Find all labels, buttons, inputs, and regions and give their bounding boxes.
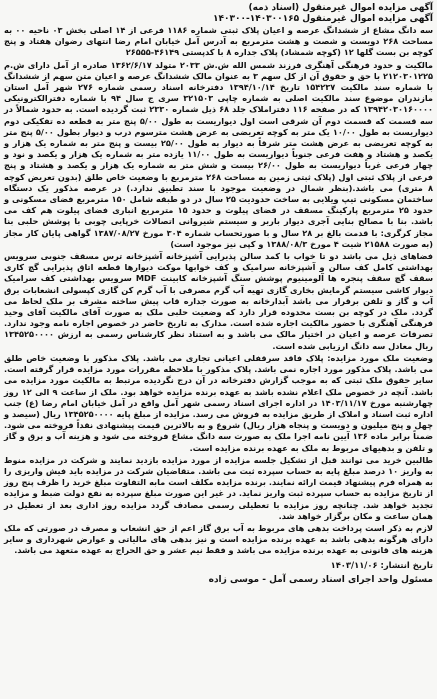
publish-date: تاریخ انتشار: ۱۴۰۳/۱۱/۰۶ bbox=[330, 559, 433, 570]
notice-body-2: فضاهای ذیل می باشد دو تا خواب با کمد سالن پذیرایی آشپزخانه آشپزخانه ترس مسقف جنوبی سرویس بهداشتی کامل کف سالن و آشپزخانه سرامیک و کف خوابها موکت دیوارها قطعه اتاق پذیرایی گچ کاری سقف گچ سقف پنجره ها آلومینیوم پوشش سنگ آشپزخانه کابینت MDF سرویس بهداشتی کف سرامیک دیوار کاشی سیستم گرمایش بخاری گازی تهیه آب گرم مصرفی با آب گرم کن گازی کپسولی انشعابات برق آب و گاز و تلفن برقرار می باشد آبدارخانه به صورت جداره قاب پیش ساخته مشرف بر ملک لحاظ می گردد. ملک در کوچه بن بست محدوده قرار دارد که وضعیت حلبی ملک به صورت آقای مالکیت آقای وحید فرهنگی آهنگری با حضور مالکیت اجاره شده است. مدارک به تاریخ حاضر در خصوص اجاره نامه وجود ندارد. تصرفات عرصه و اعیان در اختیار مالک می باشد و به استناد نظر کارشناس رسمی به ارزش ۱۳۴۵۲۵۰۰۰۰ ریال معادل سه دانگ ارزیابی شده است. bbox=[4, 251, 433, 351]
notice-body-5: لازم به ذکر است پرداخت بدهی های مربوط به آب برق گاز اعم از حق انشعاب و مصرف در صورتی که ملک دارای هرگونه بدهی باشد به عهده برنده مزایده است و نیز بدهی های مالیاتی و عوارض شهرداری و سایر هزینه های قانونی به عهده برنده مزایده می باشد و فقط نیم عشر و حق الحراج به عهده متعهد می باشد. bbox=[4, 522, 433, 556]
notice-body-4: طالبین خرید می توانند قبل از تشکیل جلسه مزایده از مورد مزایده بازدید نمایند و شرکت در مزایده منوط به واریز ۱۰ درصد مبلغ پایه به حساب سپرده ثبت می باشد. متقاضیان شرکت در مزایده باید فیش واریزی را به همراه فرم پیشنهاد قیمت ارائه نمایند. برنده مزایده مکلف است مابه التفاوت مبلغ خرید را ظرف پنج روز از تاریخ مزایده به حساب سپرده ثبت واریز نماید. در غیر این صورت مبلغ سپرده به نفع دولت ضبط و مزایده تجدید خواهد شد. چنانچه روز مزایده با تعطیلی رسمی مصادف گردد مزایده روز اداری بعد از تعطیل در همان ساعت و مکان برگزار خواهد شد. bbox=[4, 454, 433, 521]
notice-title-1: آگهی مزایده اموال غیرمنقول (اسناد ذمه) bbox=[248, 3, 433, 13]
notice-intro: سه دانگ مشاع از ششدانگ عرصه و اعیان پلاک ثبتی شماره ۱۱۸۶ فرعی از ۱۴ اصلی بخش ۰۳ ناحیه ۰۰ به مساحت ۲۶۸ دویست و شصت و هشت مترمربع به آدرس آمل خیابان امام رضا انتهای رضوان هفتاد و پنج کوچه بن بست گلها ۱۲ (کوچه شمشاد) پلاک جداره ۸ با کدپستی ۴۶۱۴۹-۲۶۵۵۵ bbox=[4, 25, 434, 58]
notice-title-2: آگهی مزایده اموال غیرمنقول ۱۴۰۳۰۰۱۶۵-۱۴۰۳۰۰ bbox=[212, 14, 433, 24]
notice-body-1: مالکیت و حدود فرهنگی آهنگری فرزند شمس الله ش.ش ۲۰۳۳ متولد ۱۳۶۲/۶/۱۷ صادره از آمل دارای ش.م ۲۱۲۰۳۰۱۲۲۵ با حق و حقوق آن از کل سهم ۳ به عنوان مالک ششدانگ عرصه و اعیان متن سهم از ششدانگ با شماره سند مالکیت ۱۵۴۲۳۷ تاریخ ۱۳۹۴/۱۰/۱۴ دفترخانه اسناد رسمی شماره ۲۷۶ شهر آمل استان مازندران موضوع سند مالکیت اصلی به شماره چاپی ۳۲۱۵۰۳ سری ج سال ۹۴ با شماره دفترالکترونیکی ۱۳۹۴۲۰۳۰۱۶۰۰۰۰ که در صفحه ۱۱۶ دفتراملاک جلد ۶۸ ذیل شماره ۲۳۳۰ ثبت گردیده است. به حدود شمالاً در سه قسمت که قسمت دوم آن شرقی است اول دیواریست به طول ۵/۰۰ پنج متر به قطعه ده تفکیکی دوم دیواریست به طول ۱۰/۰۰ یک متر به کوچه تعریضی به عرض هشت مترسوم درب و دیوار بطول ۵/۰۰ پنج متر به کوچه تعریضی به عرض هشت متر شرقاً به دیوار به طول ۲۵/۰۰ بیست و پنج متر به شماره یک هزار و یکصد و هشتاد و هفت فرعی جنوباً دیواریست به طول ۱۱/۰۰ یازده متر به شماره یک هزار و یکصد و نود و چهار فرعی غرباً دیواریست به طول ۲۶/۰۰ بیست و شش متر به شماره یک هزار و یکصد و هشتاد و پنج فرعی از پلاک ثبتی اول (پلاک ثبتی زمین به مساحت ۲۶۸ مترمربع با وضعیت خاص طلق (بدون تعریض کوچه ۸ متری) می باشد.(بنظر شمال در وضعیت موجود با سند تطبیق ندارد.) در عرصه مذکور یک دستگاه ساختمان مسکونی تیپ ویلایی به ساخت حدودیت ۲۵ سال در دو طبقه شامل ۱۵۰ مترمربع فضای مسکونی و حدود ۲۵ مترمربع پارکینگ مسقف در فضای پیلوت و حدود ۱۵ مترمربع انباری فضای پیلوت هم کف می باشد. بنا با مصالح بنایی آجری دیوار باربر و سیستم شیروانی اتصالات خرپایی چوبی با پوشش حلبی بنا مجاز کرگری: با قدمت بالغ بر ۲۸ سال و با صورتحساب شماره ۳۰۴ مورخ ۱۳۸۷/۰۸/۲۷ گواهی پایان کار مجاز (به صورت ۲۱۵۸۸ شیت ۴ مورخ ۱۳۸۸/۰۸/۳ و کپی نیز موجود است) bbox=[4, 59, 434, 249]
notice-body-3: وضعیت ملک مورد مزایده: پلاک فاقد سرقفلی اعیانی تجاری می باشد. پلاک مذکور با وضعیت خاص طلق می باشد. پلاک مذکور مورد اجاره نمی باشد. پلاک مذکور با ملاحظه مقررات مورد مزایده قرار گرفته است. سایر حقوق ملک ثبتی که به موجب گزارش دفترخانه در آن درج نگردیده مرتبط به مالکیت مورد مزایده می باشد. آنچه در خصوص ملک اعلام نشده باشد به عهده برنده مزایده خواهد بود. ملک از ساعت ۹ الی ۱۲ روز چهارشنبه مورخ ۱۴۰۳/۱۱/۱۷ در اداره اجرای اسناد رسمی شهر آمل واقع در آمل خیابان امام رضا (ع) جنب اداره ثبت اسناد و املاک از طریق مزایده به فروش می رسد. مزایده از مبلغ پایه ۱۳۴۵۲۵۰۰۰۰ ریال (سیصد و چهل و پنج میلیون و دویست و پنجاه هزار ریال) شروع و به بالاترین قیمت پیشنهادی نقداً فروخته می شود. ضمناً برابر ماده ۱۳۶ آیین نامه اجرا ملک به صورت سه دانگ مشاع فروخته می شود و هزینه آب و برق و گاز و تلفن و بدهیهای مربوط به ملک به عهده برنده مزایده است. bbox=[4, 352, 434, 453]
signature-line: مسئول واحد اجرای اسناد رسمی آمل - موسی زاده bbox=[208, 574, 433, 585]
